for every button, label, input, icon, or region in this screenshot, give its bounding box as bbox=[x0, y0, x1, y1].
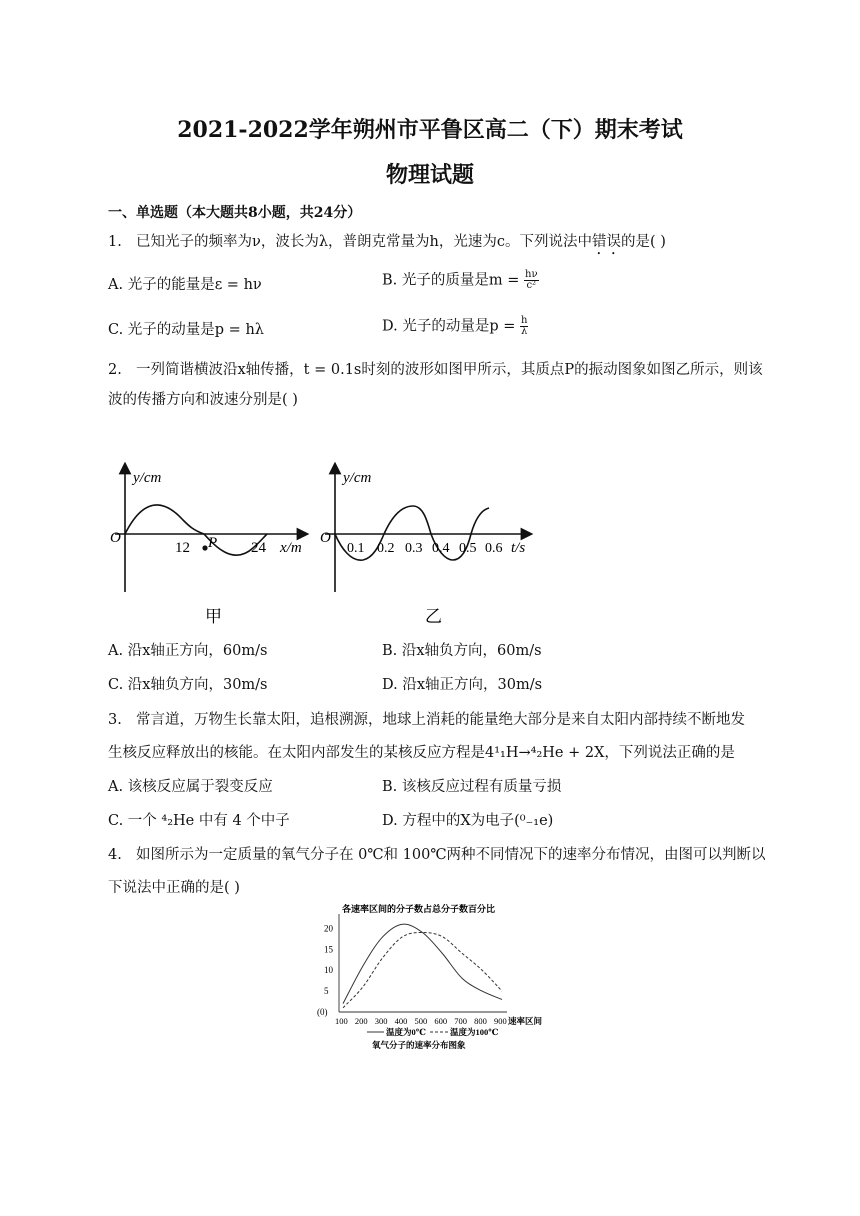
q3-option-a: A. 该核反应属于裂变反应 bbox=[108, 779, 273, 795]
chart-y-tick-label: 5 bbox=[324, 986, 329, 997]
series-line-100c bbox=[343, 933, 502, 1008]
speed-distribution-chart bbox=[312, 900, 552, 1060]
x-axis-label: x/m bbox=[280, 540, 302, 556]
numerator: h bbox=[520, 315, 528, 326]
stem-text: 一列简谐横波沿x轴传播，t = 0.1s时刻的波形如图甲所示，其质点P的振动图象如图乙所示，则该 bbox=[136, 362, 763, 378]
x-tick-label: 0.2 bbox=[377, 541, 395, 556]
stem-text: 如图所示为一定质量的氧气分子在 0℃和 100℃两种不同情况下的速率分布情况，由图可以判断以 bbox=[136, 847, 766, 863]
legend-label-100c: 温度为100℃ bbox=[450, 1027, 499, 1037]
chart-caption: 氧气分子的速率分布图象 bbox=[372, 1040, 466, 1050]
question-3-stem bbox=[108, 710, 788, 730]
question-2-stem-line2: 波的传播方向和波速分别是( ) bbox=[108, 392, 298, 408]
wave-graph-jia bbox=[105, 462, 315, 632]
stem-text-end: 的是( ) bbox=[620, 234, 666, 250]
x-tick-label: 0.6 bbox=[485, 541, 503, 556]
chart-y-tick-label: 20 bbox=[324, 923, 333, 934]
denominator: c² bbox=[526, 280, 537, 291]
origin-label: O bbox=[320, 530, 331, 546]
question-number: 2. bbox=[108, 362, 122, 378]
series-line-0c bbox=[343, 924, 502, 1004]
chart-x-tick-label: 300 bbox=[374, 1016, 388, 1026]
stem-text: 常言道，万物生长靠太阳，追根溯源，地球上消耗的能量绝大部分是来自太阳内部持续不断地发 bbox=[136, 712, 745, 728]
question-4-stem bbox=[108, 845, 788, 865]
x-tick-label: 24 bbox=[251, 540, 266, 556]
legend-label-0c: 温度为0℃ bbox=[386, 1027, 426, 1037]
chart-x-tick-label: 900 bbox=[494, 1016, 507, 1026]
option-text: B. 光子的质量是m = bbox=[382, 272, 524, 289]
chart-y-tick-label: (0) bbox=[317, 1007, 328, 1017]
origin-label: O bbox=[110, 530, 121, 546]
emphasis-text: 错误 bbox=[591, 234, 621, 250]
x-tick-label: 0.1 bbox=[347, 541, 365, 556]
x-tick-label: 0.3 bbox=[405, 541, 423, 556]
x-axis-label: t/s bbox=[511, 540, 526, 556]
question-number: 3. bbox=[108, 712, 122, 728]
exam-subtitle: 物理试题 bbox=[385, 162, 474, 188]
y-axis-label: y/cm bbox=[133, 470, 162, 486]
x-tick-label: 12 bbox=[175, 540, 190, 556]
q3-option-b: B. 该核反应过程有质量亏损 bbox=[382, 779, 562, 795]
question-4-stem-line2: 下说法中正确的是( ) bbox=[108, 880, 240, 896]
question-number: 1. bbox=[108, 234, 122, 250]
chart-x-tick-label: 600 bbox=[434, 1016, 448, 1026]
chart-x-tick-label: 200 bbox=[354, 1016, 368, 1026]
chart-x-tick-label: 700 bbox=[454, 1016, 467, 1026]
denominator: λ bbox=[521, 326, 528, 337]
q2-option-d: D. 沿x轴正方向，30m/s bbox=[382, 677, 543, 693]
chart-x-tick-label: 400 bbox=[394, 1016, 408, 1026]
stem-text: 生核反应释放出的核能。在太阳内部发生的某核反应方程是 bbox=[108, 745, 485, 761]
point-p bbox=[202, 545, 207, 550]
chart-y-tick-label: 15 bbox=[324, 944, 333, 955]
q2-option-b: B. 沿x轴负方向，60m/s bbox=[382, 643, 542, 659]
q3-option-d: D. 方程中的X为电子(⁰₋₁e) bbox=[382, 813, 554, 829]
chart-x-tick-label: 800 bbox=[474, 1016, 487, 1026]
q1-option-b bbox=[382, 270, 539, 291]
stem-text-end: ，下列说法正确的是 bbox=[604, 745, 735, 761]
section-heading: 一、单选题（本大题共8小题，共24分） bbox=[108, 205, 362, 221]
chart-y-tick-label: 10 bbox=[324, 965, 333, 976]
wave-curve bbox=[125, 505, 267, 555]
chart-x-tick-label: 500 bbox=[414, 1016, 428, 1026]
numerator: hν bbox=[525, 269, 538, 280]
stem-text: 已知光子的频率为ν，波长为λ，普朗克常量为h，光速为c。下列说法中 bbox=[136, 234, 592, 250]
question-3-stem-line2 bbox=[108, 743, 788, 763]
figure-caption: 甲 bbox=[205, 607, 222, 626]
question-number: 4. bbox=[108, 847, 122, 863]
x-tick-label: 0.5 bbox=[459, 541, 477, 556]
q2-option-a: A. 沿x轴正方向，60m/s bbox=[108, 643, 268, 659]
q1-option-a: A. 光子的能量是ε = hν bbox=[108, 277, 262, 293]
point-label: P bbox=[208, 535, 218, 551]
chart-x-label: 速率区间 bbox=[508, 1016, 543, 1026]
exam-title: 2021-2022学年朔州市平鲁区高二（下）期末考试 bbox=[177, 117, 683, 143]
question-2-stem bbox=[108, 360, 788, 380]
x-tick-label: 0.4 bbox=[432, 541, 450, 556]
chart-x-tick-label: 100 bbox=[335, 1016, 348, 1026]
option-text: D. 光子的动量是p = bbox=[382, 318, 520, 335]
chart-title: 各速率区间的分子数占总分子数百分比 bbox=[342, 904, 496, 914]
vibration-graph-yi bbox=[315, 462, 540, 632]
q1-option-c: C. 光子的动量是p = hλ bbox=[108, 322, 264, 338]
fraction bbox=[520, 316, 528, 337]
q1-option-d bbox=[382, 316, 528, 337]
y-axis-label: y/cm bbox=[343, 470, 372, 486]
nuclear-equation: 4¹₁H→⁴₂He + 2X bbox=[485, 745, 605, 761]
question-1-stem bbox=[108, 232, 788, 258]
q2-option-c: C. 沿x轴负方向，30m/s bbox=[108, 677, 268, 693]
fraction bbox=[524, 270, 539, 291]
figure-caption: 乙 bbox=[425, 607, 442, 626]
q3-option-c: C. 一个 ⁴₂He 中有 4 个中子 bbox=[108, 813, 290, 829]
